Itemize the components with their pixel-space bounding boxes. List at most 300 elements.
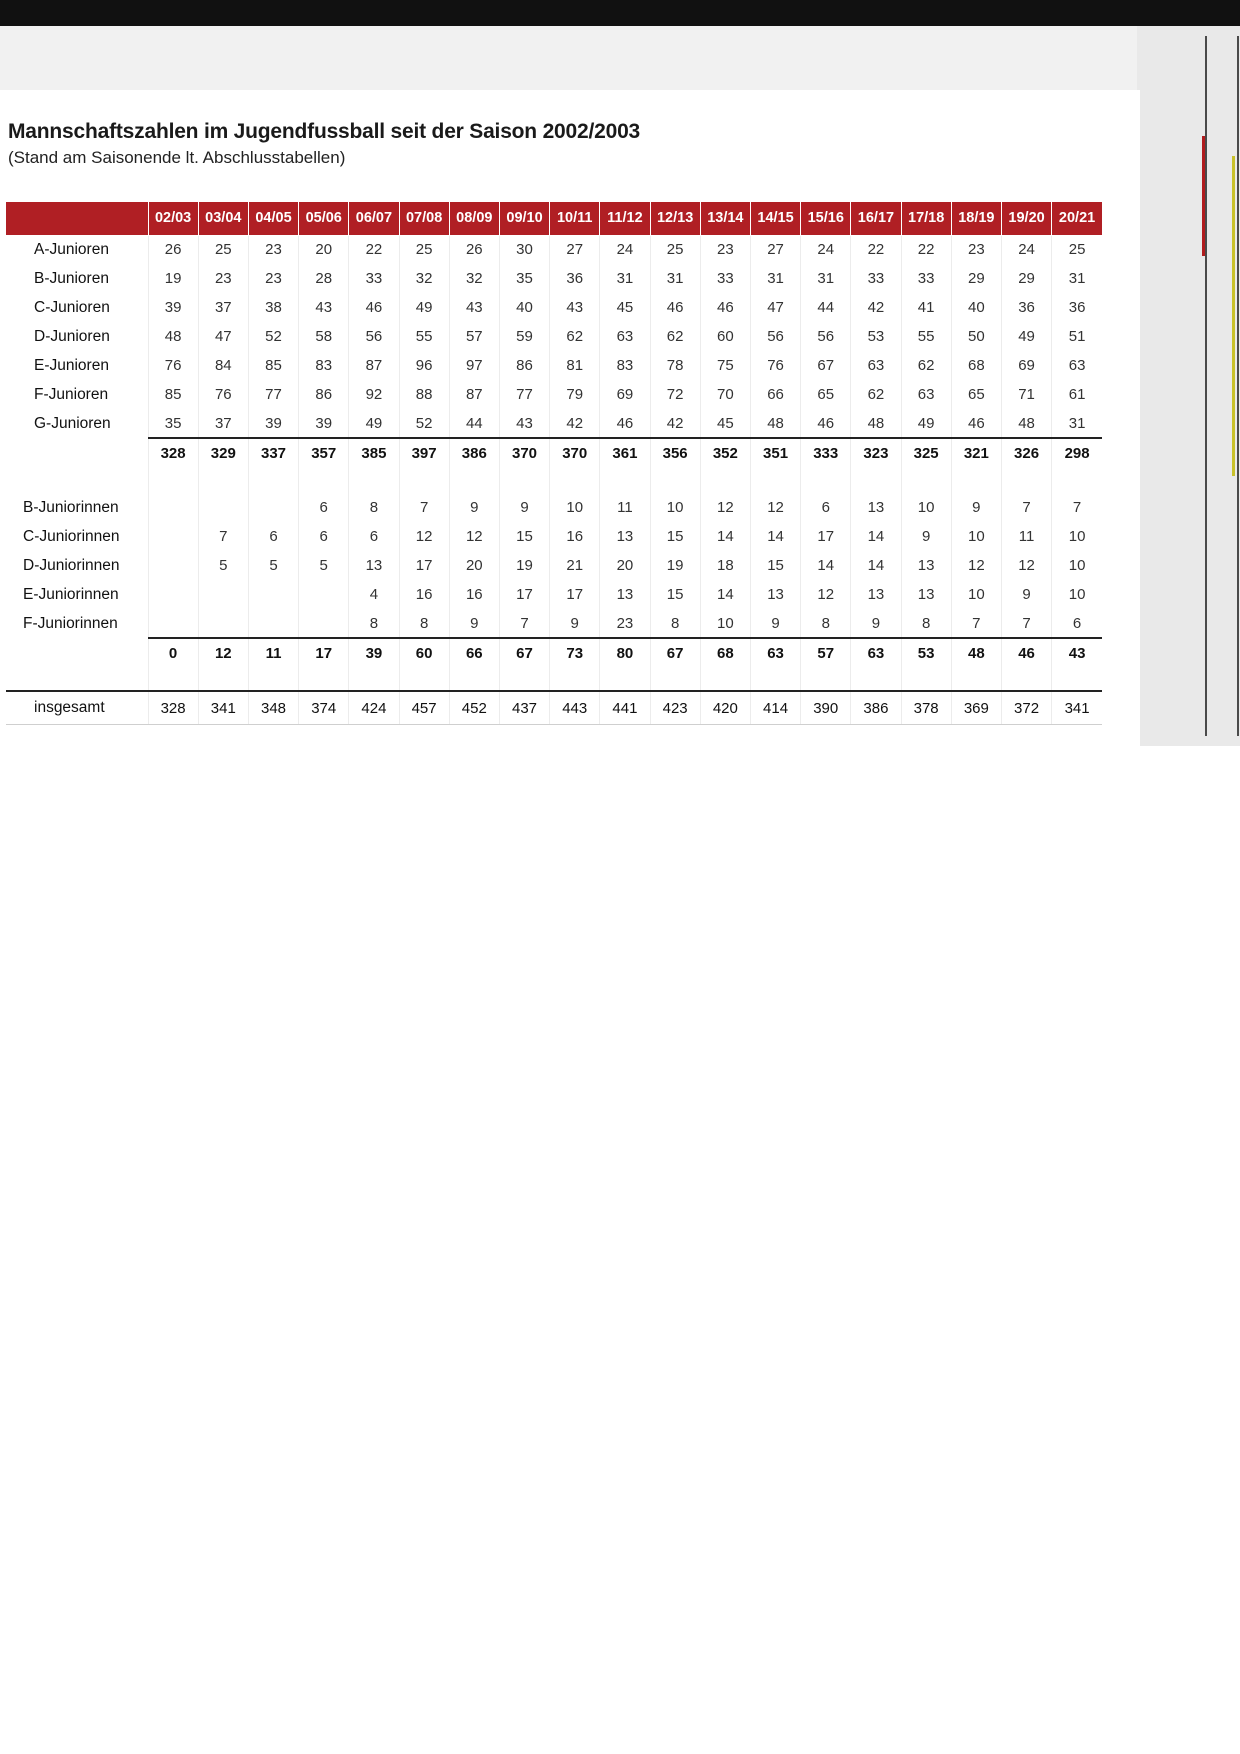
value-cell: 49 (901, 409, 951, 438)
value-cell: 16 (399, 580, 449, 609)
value-cell (198, 468, 248, 493)
value-cell: 8 (399, 609, 449, 638)
value-cell (198, 580, 248, 609)
value-cell (148, 551, 198, 580)
value-cell: 397 (399, 438, 449, 468)
value-cell (801, 468, 851, 493)
value-cell: 6 (349, 522, 399, 551)
value-cell: 57 (801, 638, 851, 668)
value-cell: 11 (600, 493, 650, 522)
value-cell: 52 (248, 322, 298, 351)
value-cell: 96 (399, 351, 449, 380)
value-cell: 97 (449, 351, 499, 380)
value-cell (650, 668, 700, 691)
value-cell: 298 (1052, 438, 1102, 468)
value-cell: 11 (248, 638, 298, 668)
junioren-row (6, 380, 1102, 409)
spacer-row (6, 668, 1102, 691)
value-cell: 50 (951, 322, 1001, 351)
value-cell: 9 (499, 493, 549, 522)
value-cell: 47 (750, 293, 800, 322)
value-cell: 7 (399, 493, 449, 522)
value-cell: 68 (951, 351, 1001, 380)
value-cell: 337 (248, 438, 298, 468)
value-cell (248, 668, 298, 691)
value-cell: 43 (449, 293, 499, 322)
value-cell: 8 (349, 493, 399, 522)
value-cell (1052, 468, 1102, 493)
value-cell (148, 580, 198, 609)
value-cell: 53 (901, 638, 951, 668)
value-cell: 67 (650, 638, 700, 668)
value-cell: 13 (600, 580, 650, 609)
value-cell: 7 (499, 609, 549, 638)
row-label: E-Junioren (34, 356, 109, 374)
value-cell: 40 (951, 293, 1001, 322)
season-header: 09/10 (499, 202, 549, 235)
value-cell: 25 (198, 235, 248, 264)
value-cell (248, 468, 298, 493)
value-cell: 29 (951, 264, 1001, 293)
value-cell: 46 (1001, 638, 1051, 668)
value-cell (399, 468, 449, 493)
value-cell: 21 (550, 551, 600, 580)
value-cell: 56 (801, 322, 851, 351)
value-cell: 84 (198, 351, 248, 380)
value-cell: 386 (449, 438, 499, 468)
value-cell: 85 (148, 380, 198, 409)
value-cell: 66 (449, 638, 499, 668)
value-cell: 10 (550, 493, 600, 522)
value-cell: 75 (700, 351, 750, 380)
value-cell (198, 609, 248, 638)
value-cell: 33 (349, 264, 399, 293)
row-label: A-Junioren (34, 240, 109, 258)
value-cell: 369 (951, 691, 1001, 725)
season-header: 02/03 (148, 202, 198, 235)
value-cell: 5 (299, 551, 349, 580)
grand-total-row (6, 691, 1102, 725)
value-cell: 63 (901, 380, 951, 409)
value-cell: 45 (600, 293, 650, 322)
value-cell: 23 (700, 235, 750, 264)
value-cell: 14 (851, 522, 901, 551)
value-cell: 30 (499, 235, 549, 264)
juniorinnen-row (6, 493, 1102, 522)
value-cell: 35 (499, 264, 549, 293)
value-cell (248, 493, 298, 522)
value-cell: 6 (299, 522, 349, 551)
value-cell: 12 (750, 493, 800, 522)
value-cell: 15 (650, 580, 700, 609)
value-cell: 14 (700, 580, 750, 609)
value-cell: 44 (449, 409, 499, 438)
value-cell: 9 (1001, 580, 1051, 609)
value-cell: 66 (750, 380, 800, 409)
value-cell: 39 (248, 409, 298, 438)
value-cell: 325 (901, 438, 951, 468)
value-cell: 92 (349, 380, 399, 409)
value-cell: 13 (349, 551, 399, 580)
row-label: insgesamt (6, 691, 148, 725)
value-cell: 86 (499, 351, 549, 380)
value-cell: 46 (700, 293, 750, 322)
season-header: 14/15 (750, 202, 800, 235)
value-cell: 63 (1052, 351, 1102, 380)
value-cell: 59 (499, 322, 549, 351)
value-cell: 443 (550, 691, 600, 725)
value-cell: 14 (700, 522, 750, 551)
value-cell: 11 (1001, 522, 1051, 551)
value-cell: 7 (198, 522, 248, 551)
value-cell: 12 (1001, 551, 1051, 580)
value-cell: 86 (299, 380, 349, 409)
value-cell: 28 (299, 264, 349, 293)
value-cell: 31 (750, 264, 800, 293)
value-cell: 87 (349, 351, 399, 380)
value-cell (1001, 468, 1051, 493)
value-cell: 77 (248, 380, 298, 409)
value-cell: 321 (951, 438, 1001, 468)
value-cell: 68 (700, 638, 750, 668)
value-cell: 35 (148, 409, 198, 438)
value-cell (198, 668, 248, 691)
value-cell: 33 (901, 264, 951, 293)
value-cell (700, 468, 750, 493)
scan-top-edge (0, 0, 1240, 26)
value-cell: 12 (951, 551, 1001, 580)
row-label (6, 468, 148, 493)
season-header: 07/08 (399, 202, 449, 235)
value-cell: 20 (299, 235, 349, 264)
juniorinnen-total-row (6, 638, 1102, 668)
value-cell (349, 668, 399, 691)
value-cell: 17 (299, 638, 349, 668)
junioren-row (6, 351, 1102, 380)
junioren-row (6, 409, 1102, 438)
row-label (6, 438, 148, 468)
value-cell: 55 (399, 322, 449, 351)
value-cell: 83 (600, 351, 650, 380)
value-cell (148, 522, 198, 551)
value-cell (148, 493, 198, 522)
row-label: E-Juniorinnen (23, 585, 119, 603)
season-header: 19/20 (1001, 202, 1051, 235)
season-header: 04/05 (248, 202, 298, 235)
value-cell: 420 (700, 691, 750, 725)
value-cell: 56 (750, 322, 800, 351)
value-cell: 26 (148, 235, 198, 264)
value-cell: 19 (650, 551, 700, 580)
value-cell: 32 (449, 264, 499, 293)
value-cell: 17 (801, 522, 851, 551)
season-header: 05/06 (299, 202, 349, 235)
value-cell: 39 (148, 293, 198, 322)
value-cell: 8 (349, 609, 399, 638)
value-cell: 60 (399, 638, 449, 668)
value-cell (248, 580, 298, 609)
page-edge-stripe (1237, 36, 1239, 736)
value-cell: 62 (901, 351, 951, 380)
value-cell (248, 609, 298, 638)
value-cell (349, 468, 399, 493)
value-cell: 17 (550, 580, 600, 609)
value-cell: 67 (801, 351, 851, 380)
value-cell: 42 (851, 293, 901, 322)
value-cell: 15 (650, 522, 700, 551)
value-cell (801, 668, 851, 691)
value-cell: 67 (499, 638, 549, 668)
row-label (6, 638, 148, 668)
value-cell (550, 668, 600, 691)
value-cell (1001, 668, 1051, 691)
value-cell: 51 (1052, 322, 1102, 351)
value-cell: 46 (600, 409, 650, 438)
value-cell (650, 468, 700, 493)
value-cell: 374 (299, 691, 349, 725)
value-cell: 46 (650, 293, 700, 322)
value-cell: 77 (499, 380, 549, 409)
row-label: B-Junioren (34, 269, 109, 287)
value-cell: 33 (851, 264, 901, 293)
value-cell: 8 (801, 609, 851, 638)
value-cell: 5 (198, 551, 248, 580)
value-cell: 341 (198, 691, 248, 725)
row-label: C-Junioren (34, 298, 110, 316)
value-cell (299, 668, 349, 691)
junioren-row (6, 264, 1102, 293)
value-cell: 42 (650, 409, 700, 438)
value-cell: 10 (901, 493, 951, 522)
value-cell (851, 468, 901, 493)
value-cell: 0 (148, 638, 198, 668)
value-cell: 20 (600, 551, 650, 580)
row-label (6, 668, 148, 691)
value-cell: 13 (901, 580, 951, 609)
value-cell: 370 (499, 438, 549, 468)
value-cell: 69 (600, 380, 650, 409)
value-cell: 23 (248, 264, 298, 293)
value-cell: 62 (851, 380, 901, 409)
value-cell: 7 (1001, 609, 1051, 638)
value-cell: 27 (750, 235, 800, 264)
value-cell (951, 468, 1001, 493)
value-cell: 85 (248, 351, 298, 380)
season-header: 03/04 (198, 202, 248, 235)
value-cell: 6 (248, 522, 298, 551)
value-cell: 372 (1001, 691, 1051, 725)
season-header: 16/17 (851, 202, 901, 235)
season-header: 06/07 (349, 202, 399, 235)
value-cell: 62 (650, 322, 700, 351)
value-cell: 48 (1001, 409, 1051, 438)
value-cell: 49 (399, 293, 449, 322)
value-cell (901, 668, 951, 691)
value-cell: 70 (700, 380, 750, 409)
season-header: 10/11 (550, 202, 600, 235)
value-cell: 65 (801, 380, 851, 409)
value-cell: 39 (349, 638, 399, 668)
page-title: Mannschaftszahlen im Jugendfussball seit der Saison 2002/2003 (8, 120, 641, 143)
value-cell (851, 668, 901, 691)
value-cell: 8 (901, 609, 951, 638)
juniorinnen-row (6, 522, 1102, 551)
value-cell: 31 (650, 264, 700, 293)
row-label: G-Junioren (34, 414, 111, 432)
value-cell (1052, 668, 1102, 691)
junioren-row (6, 322, 1102, 351)
value-cell (901, 468, 951, 493)
row-label: D-Junioren (34, 327, 110, 345)
season-header: 20/21 (1052, 202, 1102, 235)
value-cell: 14 (851, 551, 901, 580)
row-label: D-Juniorinnen (23, 556, 120, 574)
value-cell: 40 (499, 293, 549, 322)
value-cell: 333 (801, 438, 851, 468)
value-cell: 43 (550, 293, 600, 322)
value-cell: 48 (851, 409, 901, 438)
row-label: F-Juniorinnen (23, 614, 118, 632)
value-cell: 76 (750, 351, 800, 380)
value-cell: 9 (449, 493, 499, 522)
value-cell: 46 (349, 293, 399, 322)
juniorinnen-row (6, 551, 1102, 580)
value-cell: 63 (851, 638, 901, 668)
team-count-table (6, 202, 1102, 725)
value-cell: 441 (600, 691, 650, 725)
value-cell: 424 (349, 691, 399, 725)
junioren-row (6, 235, 1102, 264)
value-cell: 17 (499, 580, 549, 609)
value-cell: 329 (198, 438, 248, 468)
value-cell: 13 (750, 580, 800, 609)
value-cell: 29 (1001, 264, 1051, 293)
value-cell: 52 (399, 409, 449, 438)
value-cell: 24 (600, 235, 650, 264)
value-cell (600, 468, 650, 493)
value-cell: 348 (248, 691, 298, 725)
junioren-row (6, 293, 1102, 322)
value-cell: 26 (449, 235, 499, 264)
value-cell: 44 (801, 293, 851, 322)
value-cell: 37 (198, 409, 248, 438)
value-cell: 16 (550, 522, 600, 551)
value-cell: 47 (198, 322, 248, 351)
value-cell: 76 (198, 380, 248, 409)
season-header: 12/13 (650, 202, 700, 235)
value-cell: 6 (299, 493, 349, 522)
value-cell: 72 (650, 380, 700, 409)
value-cell: 13 (901, 551, 951, 580)
value-cell: 352 (700, 438, 750, 468)
value-cell: 53 (851, 322, 901, 351)
value-cell: 386 (851, 691, 901, 725)
value-cell: 12 (700, 493, 750, 522)
value-cell: 10 (700, 609, 750, 638)
juniorinnen-row (6, 609, 1102, 638)
value-cell: 41 (901, 293, 951, 322)
value-cell: 36 (550, 264, 600, 293)
row-label: F-Junioren (34, 385, 109, 403)
value-cell: 10 (1052, 551, 1102, 580)
spacer-row (6, 468, 1102, 493)
season-header: 13/14 (700, 202, 750, 235)
value-cell: 38 (248, 293, 298, 322)
value-cell: 36 (1052, 293, 1102, 322)
season-header: 18/19 (951, 202, 1001, 235)
value-cell: 46 (951, 409, 1001, 438)
value-cell: 328 (148, 438, 198, 468)
value-cell: 80 (600, 638, 650, 668)
scan-background (0, 26, 1240, 90)
value-cell (600, 668, 650, 691)
value-cell: 87 (449, 380, 499, 409)
value-cell: 12 (449, 522, 499, 551)
value-cell: 14 (801, 551, 851, 580)
value-cell: 351 (750, 438, 800, 468)
value-cell: 326 (1001, 438, 1051, 468)
value-cell: 27 (550, 235, 600, 264)
value-cell: 79 (550, 380, 600, 409)
value-cell: 22 (349, 235, 399, 264)
page-subtitle: (Stand am Saisonende lt. Abschlusstabellen) (8, 148, 346, 167)
value-cell: 69 (1001, 351, 1051, 380)
value-cell: 83 (299, 351, 349, 380)
value-cell: 49 (349, 409, 399, 438)
value-cell: 437 (499, 691, 549, 725)
value-cell: 7 (1052, 493, 1102, 522)
value-cell: 25 (650, 235, 700, 264)
value-cell: 10 (1052, 580, 1102, 609)
value-cell: 8 (650, 609, 700, 638)
value-cell: 45 (700, 409, 750, 438)
value-cell: 9 (550, 609, 600, 638)
value-cell: 23 (248, 235, 298, 264)
value-cell: 31 (1052, 264, 1102, 293)
value-cell (399, 668, 449, 691)
header-corner (6, 202, 148, 235)
value-cell: 10 (951, 580, 1001, 609)
value-cell: 7 (1001, 493, 1051, 522)
juniorinnen-row (6, 580, 1102, 609)
value-cell (148, 468, 198, 493)
value-cell: 60 (700, 322, 750, 351)
value-cell (449, 468, 499, 493)
value-cell: 16 (449, 580, 499, 609)
value-cell: 341 (1052, 691, 1102, 725)
page-edge-yellow-mark (1232, 156, 1235, 476)
value-cell: 32 (399, 264, 449, 293)
value-cell: 22 (901, 235, 951, 264)
book-page-edge (1137, 26, 1240, 746)
value-cell: 43 (1052, 638, 1102, 668)
value-cell: 385 (349, 438, 399, 468)
page-edge-red-mark (1202, 136, 1205, 256)
value-cell: 61 (1052, 380, 1102, 409)
value-cell: 323 (851, 438, 901, 468)
value-cell (299, 609, 349, 638)
value-cell: 414 (750, 691, 800, 725)
value-cell: 9 (951, 493, 1001, 522)
value-cell (550, 468, 600, 493)
value-cell: 7 (951, 609, 1001, 638)
value-cell: 12 (198, 638, 248, 668)
season-header: 08/09 (449, 202, 499, 235)
value-cell: 31 (801, 264, 851, 293)
value-cell: 73 (550, 638, 600, 668)
value-cell: 48 (148, 322, 198, 351)
page-edge-stripe (1205, 36, 1207, 736)
